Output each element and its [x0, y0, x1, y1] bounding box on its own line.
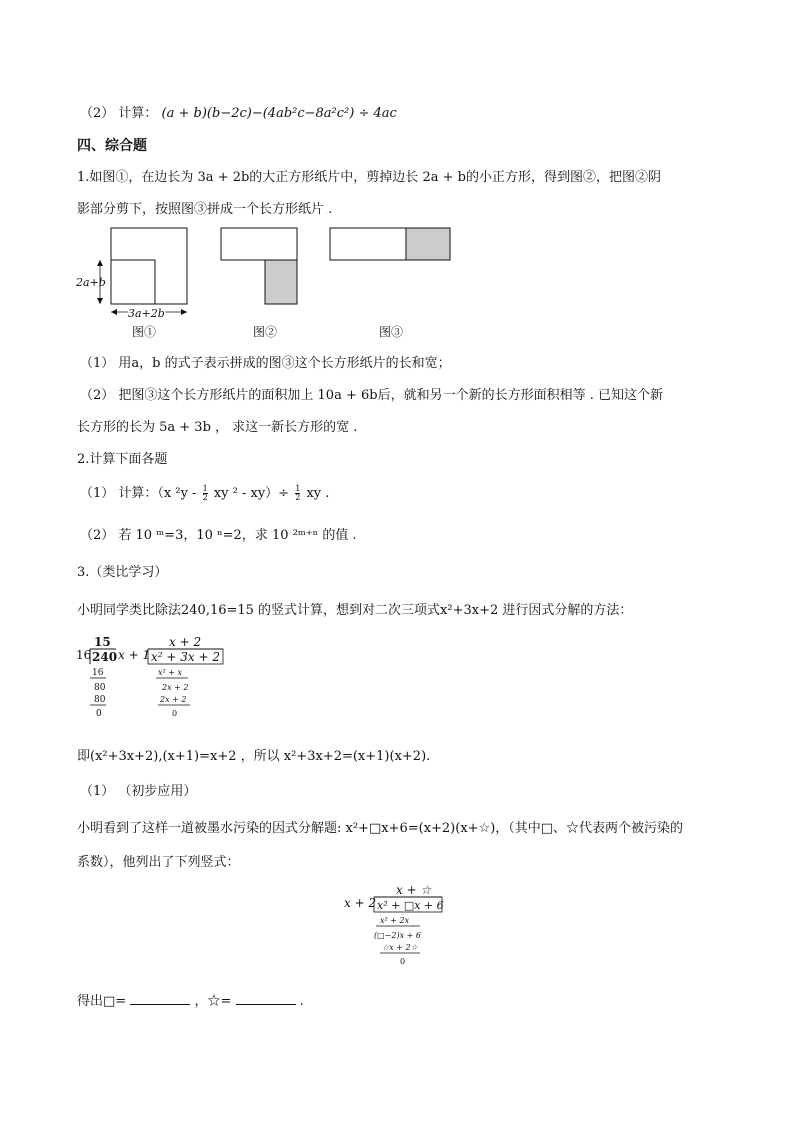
div2-step1: x² + x [158, 668, 183, 677]
answer-blank-star[interactable] [236, 994, 296, 1005]
problem3-sub1-line2: 系数），他列出了下列竖式： [77, 855, 240, 870]
fig2-caption: 图② [253, 325, 278, 339]
problem1-line2: 影部分剪下，按照图③拼成一个长方形纸片 . [77, 202, 333, 217]
div2-step2: 2x + 2 [162, 683, 189, 692]
fig3-shaded-part [406, 228, 450, 260]
fraction-numerator: 1 [202, 484, 208, 493]
div2-step3: 2x + 2 [160, 695, 187, 704]
div2-dividend: x² + 3x + 2 [151, 650, 220, 664]
div3-step3: ☆x + 2☆ [382, 943, 418, 952]
div2-remainder: 0 [172, 709, 178, 718]
div2-quotient: x + 2 [169, 635, 202, 649]
prev-question-2 [80, 102, 397, 121]
problem1-figures [70, 222, 470, 342]
arrow-down-icon [97, 298, 103, 304]
fig3-left-part [330, 228, 406, 260]
fraction-numerator: 1 [295, 484, 301, 493]
problem1-question1: （1） 用a，b 的式子表示拼成的图③这个长方形纸片的长和宽； [80, 356, 451, 371]
problem1-question2-line2: 长方形的长为 5a + 3b ， 求这一新长方形的宽 . [77, 420, 358, 435]
div1-quotient: 15 [94, 635, 111, 649]
answer-line [77, 990, 304, 1009]
problem3-sub1-title: （1） （初步应用） [80, 784, 197, 799]
section-title: 四、综合题 [77, 138, 147, 154]
fraction-denominator: 2 [295, 493, 301, 502]
fig1-side-small-label: 2a+b [76, 276, 106, 289]
fraction-one-half [203, 485, 208, 502]
div1-divisor: 16 [76, 648, 92, 662]
fig2-shaded-part [265, 260, 297, 304]
arrow-left-icon [111, 309, 117, 315]
problem2-question1 [80, 482, 329, 502]
arrow-up-icon [97, 260, 103, 266]
fraction-denominator: 2 [202, 493, 208, 502]
div3-quotient: x + ☆ [396, 883, 432, 897]
problem3-sub1-line1: 小明看到了这样一道被墨水污染的因式分解题: x²+□x+6=(x+2)(x+☆)，（其中□、☆代表两个被污染的 [77, 821, 684, 836]
problem1-line1: 1.如图①，在边长为 3a + 2b的大正方形纸片中，剪掉边长 2a + b的小正方形，得到图②，把图②阴 [77, 170, 661, 185]
div1-step1: 16 [92, 668, 104, 678]
div3-step2: (□−2)x + 6 [374, 931, 421, 940]
div3-step1: x² + 2x [380, 916, 410, 925]
problem3-title: 3.（类比学习） [77, 565, 168, 580]
div3-remainder: 0 [400, 957, 406, 966]
problem2-q1-pre: （1） 计算：（x ²y - [80, 486, 197, 501]
div1-dividend: 240 [92, 650, 118, 664]
prev-question-expression: (a + b)(b−2c)−(4ab²c−8a²c²) ÷ 4ac [161, 106, 397, 121]
answer-middle: ，☆= [194, 994, 232, 1009]
prev-question-label: （2） 计算： [80, 106, 158, 121]
fig1-caption: 图① [132, 325, 157, 339]
fig1-big-square [111, 228, 187, 304]
problem2-q1-mid: xy ² - xy）÷ [213, 486, 290, 501]
answer-blank-square[interactable] [130, 994, 190, 1005]
div1-step2: 80 [94, 683, 106, 693]
fig2-top-strip [221, 228, 297, 260]
problem1-question2-line1: （2） 把图③这个长方形纸片的面积加上 10a + 6b后，就和另一个新的长方形面积相等 . 已知这个新 [80, 388, 663, 403]
fig1-side-big-label: 3a+2b [128, 307, 165, 320]
fig3-caption: 图③ [379, 325, 404, 339]
div3-divisor: x + 2 [344, 896, 377, 910]
division3-illustration [340, 882, 450, 972]
div1-remainder: 0 [96, 709, 102, 719]
fraction-one-half-2 [295, 485, 300, 502]
problem2-q1-post: xy . [306, 486, 330, 501]
div3-dividend: x² + □x + 6 [377, 899, 444, 912]
answer-prefix: 得出□= [77, 994, 127, 1009]
problem2-question2: （2） 若 10 ᵐ=3，10 ⁿ=2，求 10 ²ᵐ⁺ⁿ 的值 . [80, 528, 357, 543]
long-division-examples [72, 630, 242, 725]
arrow-right-icon [181, 309, 187, 315]
answer-end: . [299, 994, 304, 1009]
div2-divisor: x + 1 [118, 648, 151, 662]
problem3-intro: 小明同学类比除法240,16=15 的竖式计算，想到对二次三项式x²+3x+2 进行因式分解的方法： [77, 603, 633, 618]
div1-step3: 80 [94, 695, 106, 705]
problem3-conclusion: 即(x²+3x+2),(x+1)=x+2 ，所以 x²+3x+2=(x+1)(x+2). [77, 749, 431, 764]
problem2-title: 2.计算下面各题 [77, 452, 168, 467]
